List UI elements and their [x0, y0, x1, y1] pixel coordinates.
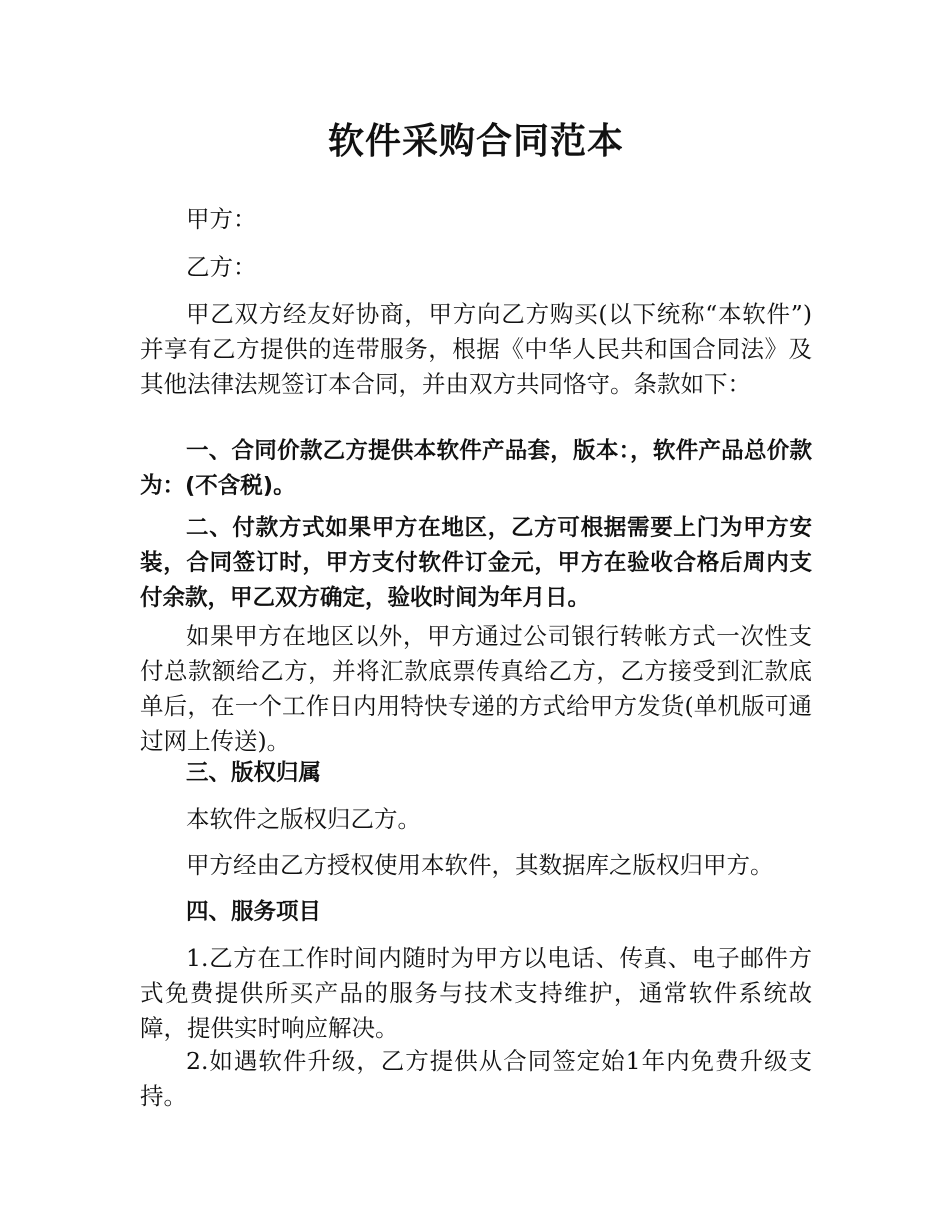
section-3-heading: 三、版权归属	[186, 760, 322, 786]
section-3-paragraph-1: 本软件之版权归乙方。	[186, 805, 421, 833]
party-b-line: 乙方：	[186, 253, 257, 281]
party-a-line: 甲方：	[186, 205, 257, 233]
section-3-paragraph-2: 甲方经由乙方授权使用本软件，其数据库之版权归甲方。	[186, 851, 774, 879]
intro-paragraph: 甲乙双方经友好协商，甲方向乙方购买(以下统称“本软件”)并享有乙方提供的连带服务，根据《中华人民共和国合同法》及其他法律法规签订本合同，并由双方共同恪守。条款如下：	[140, 300, 812, 398]
document-title: 软件采购合同范本	[327, 121, 624, 162]
section-4-heading: 四、服务项目	[186, 899, 322, 925]
section-4-item-2: 2.如遇软件升级，乙方提供从合同签定始1年内免费升级支持。	[140, 1047, 812, 1110]
section-1-price: 一、合同价款乙方提供本软件产品套，版本：，软件产品总价款为：(不含税)。	[140, 438, 812, 499]
section-2-payment: 二、付款方式如果甲方在地区，乙方可根据需要上门为甲方安装，合同签订时，甲方支付软件订金元，甲方在验收合格后周内支付余款，甲乙双方确定，验收时间为年月日。	[140, 515, 812, 611]
section-4-item-1: 1.乙方在工作时间内随时为甲方以电话、传真、电子邮件方式免费提供所买产品的服务与技术支持维护，通常软件系统故障，提供实时响应解决。	[140, 944, 812, 1042]
section-2-remote-payment: 如果甲方在地区以外，甲方通过公司银行转帐方式一次性支付总款额给乙方，并将汇款底票传真给乙方，乙方接受到汇款底单后，在一个工作日内用特快专递的方式给甲方发货(单机版可通过网上传送)。	[140, 622, 812, 755]
